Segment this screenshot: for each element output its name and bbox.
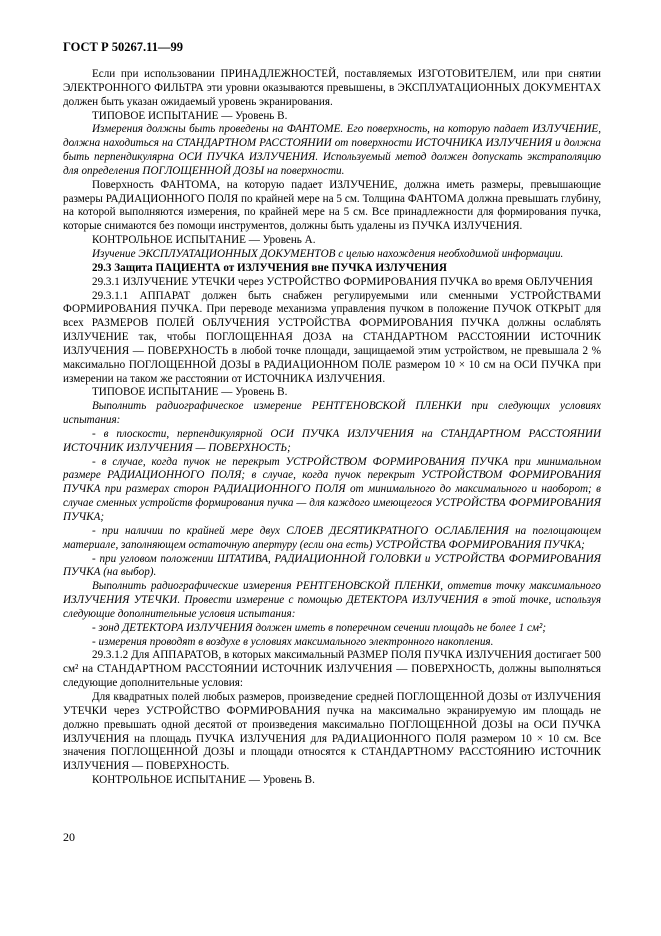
paragraph: Изучение ЭКСПЛУАТАЦИОННЫХ ДОКУМЕНТОВ с целью нахождения необходимой информации. — [92, 247, 564, 260]
paragraph: Измерения должны быть проведены на ФАНТОМЕ. Его поверхность, на которую падает ИЗЛУЧЕНИЕ, должна находиться на СТАНДАРТНОМ РАССТОЯНИИ от поверхности ИСТОЧНИКА ИЗЛУЧЕНИЯ и должна быть перпендикулярна ОСИ ПУЧКА ИЗЛУЧЕНИЯ. Используемый метод должен допускать экстраполяцию для определения ПОГЛОЩЕННОЙ ДОЗЫ на поверхности. — [63, 123, 601, 177]
paragraph: - при угловом положении ШТАТИВА, РАДИАЦИОННОЙ ГОЛОВКИ и УСТРОЙСТВА ФОРМИРОВАНИЯ ПУЧКА (на выбор). — [63, 552, 601, 579]
paragraph: КОНТРОЛЬНОЕ ИСПЫТАНИЕ — Уровень А. — [92, 234, 316, 247]
page-number: 20 — [63, 830, 75, 844]
paragraph: ТИПОВОЕ ИСПЫТАНИЕ — Уровень В. — [92, 386, 288, 399]
paragraph: - в плоскости, перпендикулярной ОСИ ПУЧКА ИЗЛУЧЕНИЯ на СТАНДАРТНОМ РАССТОЯНИИ ИСТОЧНИК ИЗЛУЧЕНИЯ — ПОВЕРХНОСТЬ; — [63, 427, 601, 454]
paragraph: Если при использовании ПРИНАДЛЕЖНОСТЕЙ, поставляемых ИЗГОТОВИТЕЛЕМ, или при снятии ЭЛЕКТРОННОГО ФИЛЬТРА эти уровни оказываются превышены, в ЭКСПЛУАТАЦИОННЫХ ДОКУМЕНТАХ должен быть указан ожидаемый уровень экранирования. — [63, 68, 601, 108]
paragraph: 29.3.1.2 Для АППАРАТОВ, в которых максимальный РАЗМЕР ПОЛЯ ПУЧКА ИЗЛУЧЕНИЯ достигает 500 см² на СТАНДАРТНОМ РАССТОЯНИИ ИСТОЧНИК ИЗЛУЧЕНИЯ — ПОВЕРХНОСТЬ, должны выполняться следующие дополнительные условия: — [63, 649, 601, 690]
paragraph: Для квадратных полей любых размеров, произведение средней ПОГЛОЩЕННОЙ ДОЗЫ от ИЗЛУЧЕНИЯ УТЕЧКИ через УСТРОЙСТВО ФОРМИРОВАНИЯ пучка на максимально экранируемую им площадь не должно превышать одной десятой от произведения максимально ПОГЛОЩЕННОЙ ДОЗЫ на ОСИ ПУЧКА ИЗЛУЧЕНИЯ на площадь ПУЧКА ИЗЛУЧЕНИЯ для РАДИАЦИОННОГО ПОЛЯ размером 10 × 10 см. Все значения ПОГЛОЩЕННОЙ ДОЗЫ и площади относятся к СТАНДАРТНОМУ РАССТОЯНИЮ ИСТОЧНИК ИЗЛУЧЕНИЯ — ПОВЕРХНОСТЬ. — [63, 690, 601, 773]
paragraph: КОНТРОЛЬНОЕ ИСПЫТАНИЕ — Уровень В. — [92, 774, 315, 787]
paragraph: Выполнить радиографические измерения РЕНТГЕНОВСКОЙ ПЛЕНКИ, отметив точку максимального ИЗЛУЧЕНИЯ УТЕЧКИ. Провести измерение с помощью ДЕТЕКТОРА ИЗЛУЧЕНИЯ в этой точке, используя следующие дополнительные условия испытания: — [63, 580, 601, 620]
paragraph: Выполнить радиографическое измерение РЕНТГЕНОВСКОЙ ПЛЕНКИ при следующих условиях испытания: — [63, 400, 601, 427]
paragraph: ТИПОВОЕ ИСПЫТАНИЕ — Уровень В. — [92, 109, 288, 122]
document-body — [63, 68, 601, 788]
paragraph: - в случае, когда пучок не перекрыт УСТРОЙСТВОМ ФОРМИРОВАНИЯ ПУЧКА при минимальном размере РАДИАЦИОННОГО ПОЛЯ; в случае, когда пучок перекрыт УСТРОЙСТВОМ ФОРМИРОВАНИЯ ПУЧКА при размерах сторон РАДИАЦИОННОГО ПОЛЯ от минимального до максимального и наоборот; в случае сменных устройств формирования пучка — для каждого имеющегося УСТРОЙСТВА ФОРМИРОВАНИЯ ПУЧКА; — [63, 455, 601, 523]
paragraph: 29.3 Защита ПАЦИЕНТА от ИЗЛУЧЕНИЯ вне ПУЧКА ИЗЛУЧЕНИЯ — [92, 261, 447, 274]
paragraph: 29.3.1 ИЗЛУЧЕНИЕ УТЕЧКИ через УСТРОЙСТВО ФОРМИРОВАНИЯ ПУЧКА во время ОБЛУЧЕНИЯ — [92, 275, 593, 288]
paragraph: Поверхность ФАНТОМА, на которую падает ИЗЛУЧЕНИЕ, должна иметь размеры, превышающие размеры РАДИАЦИОННОГО ПОЛЯ по крайней мере на 5 см. Толщина ФАНТОМА должна превышать глубину, на которой выполняются измерения, по крайней мере на 5 см. Все принадлежности для формирования пучка, которые снимаются без помощи инструментов, должны быть удалены из ПУЧКА ИЗЛУЧЕНИЯ. — [63, 178, 601, 233]
paragraph: - при наличии по крайней мере двух СЛОЕВ ДЕСЯТИКРАТНОГО ОСЛАБЛЕНИЯ на поглощающем материале, заполняющем остаточную апертуру (если она есть) УСТРОЙСТВА ФОРМИРОВАНИЯ ПУЧКА; — [63, 524, 601, 551]
paragraph: - зонд ДЕТЕКТОРА ИЗЛУЧЕНИЯ должен иметь в поперечном сечении площадь не более 1 см²; — [92, 621, 547, 634]
paragraph: - измерения проводят в воздухе в условиях максимального электронного накопления. — [92, 635, 494, 648]
paragraph: 29.3.1.1 АППАРАТ должен быть снабжен регулируемыми или сменными УСТРОЙСТВАМИ ФОРМИРОВАНИЯ ПУЧКА. При переводе механизма управления пучком в положение ПУЧОК ОТКРЫТ для всех РАЗМЕРОВ ПОЛЕЙ ОБЛУЧЕНИЯ УСТРОЙСТВА ФОРМИРОВАНИЯ ПУЧКА должны ослаблять ИЗЛУЧЕНИЕ так, чтобы ПОГЛОЩЕННАЯ ДОЗА на СТАНДАРТНОМ РАССТОЯНИИ ИСТОЧНИК ИЗЛУЧЕНИЯ — ПОВЕРХНОСТЬ в любой точке площади, защищаемой этим устройством, не превышала 2 % максимально ПОГЛОЩЕННОЙ ДОЗЫ в РАДИАЦИОННОМ ПОЛЕ размером 10 × 10 см на ОСИ ПУЧКА при измерении на таком же расстоянии от ИСТОЧНИКА ИЗЛУЧЕНИЯ. — [63, 289, 601, 385]
document-header: ГОСТ Р 50267.11—99 — [63, 40, 183, 54]
